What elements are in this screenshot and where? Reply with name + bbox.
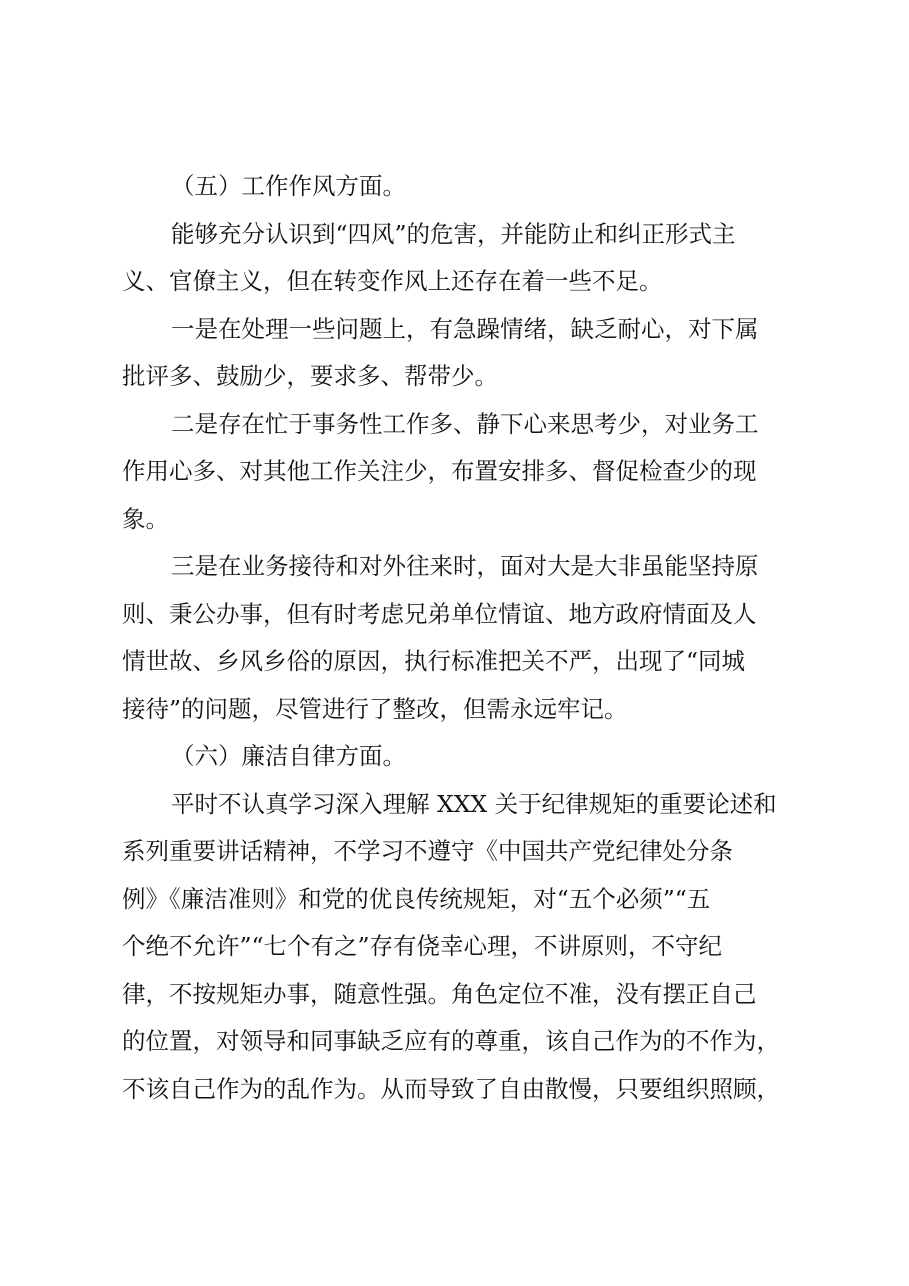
paragraph-line: 律，不按规矩办事，随意性强。角色定位不准，没有摆正自己 [122,980,757,1008]
paragraph-line: 个绝不允许”“七个有之”存有侥幸心理，不讲原则，不守纪 [122,932,723,960]
paragraph-line: 能够充分认识到“四风”的危害，并能防止和纠正形式主 [171,220,736,248]
paragraph-line: 系列重要讲话精神，不学习不遵守《中国共产党纪律处分条 [122,837,733,865]
paragraph-line: 义、官僚主义，但在转变作风上还存在着一些不足。 [122,267,663,295]
section-heading-integrity: （六）廉洁自律方面。 [171,742,406,770]
paragraph-line: 情世故、乡风乡俗的原因，执行标准把关不严，出现了“同城 [122,647,746,675]
paragraph-line: 例》《廉洁准则》和党的优良传统规矩，对“五个必须”“五 [122,885,711,913]
paragraph-line: 平时不认真学习深入理解 XXX 关于纪律规矩的重要论述和 [171,790,777,818]
paragraph-line: 的位置，对领导和同事缺乏应有的尊重，该自己作为的不作为， [122,1027,780,1055]
paragraph-line: 一是在处理一些问题上，有急躁情绪，缺乏耐心，对下属 [171,315,759,343]
paragraph-line: 接待”的问题，尽管进行了整改，但需永远牢记。 [122,695,628,723]
paragraph-line: 不该自己作为的乱作为。从而导致了自由散慢，只要组织照顾， [122,1075,780,1103]
paragraph-line: 二是存在忙于事务性工作多、静下心来思考少，对业务工 [171,410,759,438]
paragraph-line: 批评多、鼓励少，要求多、帮带少。 [122,362,498,390]
paragraph-line: 象。 [122,505,169,533]
paragraph-line: 三是在业务接待和对外往来时，面对大是大非虽能坚持原 [171,552,759,580]
paragraph-line: 则、秉公办事，但有时考虑兄弟单位情谊、地方政府情面及人 [122,600,757,628]
section-heading-work-style: （五）工作作风方面。 [171,172,406,200]
paragraph-line: 作用心多、对其他工作关注少，布置安排多、督促检查少的现 [122,457,757,485]
